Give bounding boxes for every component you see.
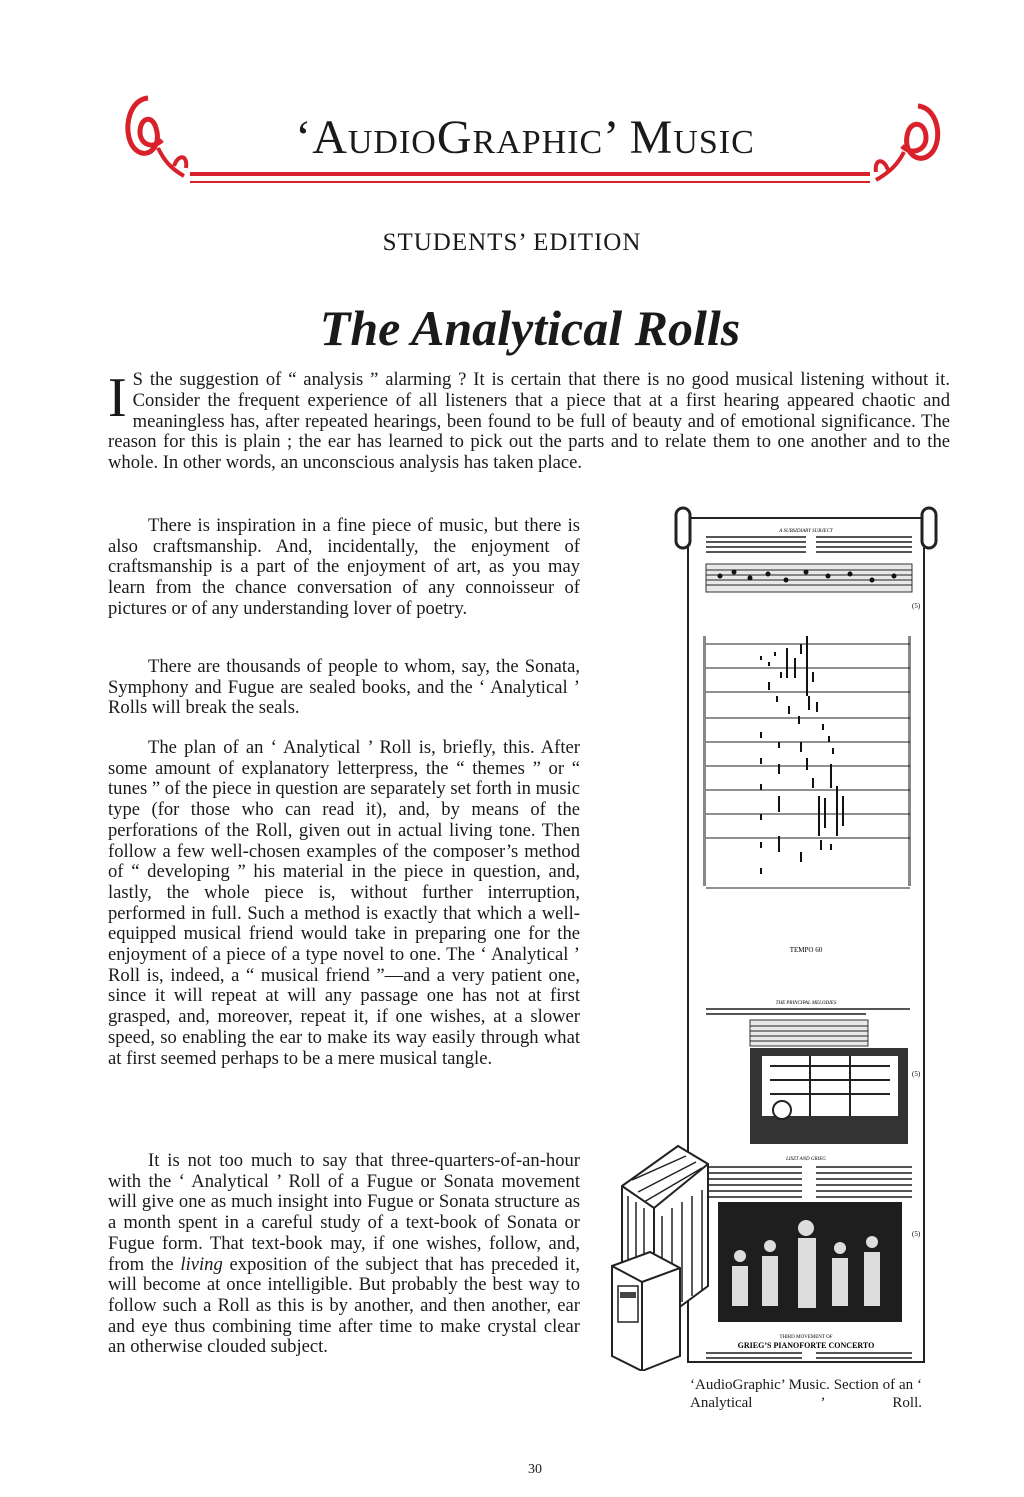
header-rule-top	[190, 172, 870, 176]
left-ornament-icon	[118, 88, 198, 188]
emphasis-living: living	[180, 1253, 223, 1275]
article-title: The Analytical Rolls	[319, 300, 741, 356]
page-number: 30	[528, 1462, 542, 1477]
roll-heading-concerto: GRIEG’S PIANOFORTE CONCERTO	[737, 1341, 875, 1350]
roll-heading-subsidiary: A SUBSIDIARY SUBJECT	[779, 529, 833, 534]
analytical-roll-illustration	[610, 496, 940, 1371]
body-paragraph-2: There are thousands of people to whom, say, the Sonata, Symphony and Fugue are sealed books, and the ‘ Analytical ’ Rolls will break the seals.	[108, 656, 580, 719]
roll-tempo-label: TEMPO 60	[789, 946, 823, 954]
page-header-title: ‘AudioGraphic’ Music	[295, 111, 755, 164]
roll-heading-movement: THIRD MOVEMENT OF	[779, 1335, 833, 1340]
body-paragraph-4	[108, 1151, 580, 1358]
edition-subtitle: STUDENTS’ EDITION	[382, 229, 642, 256]
right-ornament-icon	[866, 92, 946, 192]
roll-heading-liszt: LISZT AND GRIEG	[786, 1157, 826, 1162]
body-paragraph-3: The plan of an ‘ Analytical ’ Roll is, briefly, this. After some amount of explanatory letterpress, the “ themes ” or “ tunes ” of the piece in question are separately set forth in music type (for those who can read it), and, by means of the perforations of the Roll, given out in actual living tone. Then follow a few well-chosen examples of the composer’s method of “ developing ” his material in the piece in question, and, lastly, the whole piece is, without further interruption, performed in full. Such a method is exactly that which a well-equipped musical friend would take in preparing one for the enjoyment of a piece of a type novel to one. The ‘ Analytical ’ Roll is, indeed, a “ musical friend ”—and a very patient one, since it will repeat at will any passage one has not at first grasped, and, moreover, repeat it, if one wishes, at a slower speed, so enabling the ear to make its way easily through what at first seemed perhaps to be a mere musical tangle.	[108, 737, 580, 1069]
roll-margin-mark-1: (5)	[912, 602, 921, 610]
illustration-caption: ‘AudioGraphic’ Music. Section of an ‘ Analytical ’ Roll.	[690, 1377, 922, 1411]
paragraph-4-start: It is not too much to say that three-quarters-of-an-hour with the ‘ Analytical ’ Roll of a Fugue or Sonata movement will give one as much insight into Fugue or Sonata structure as a month spent in a careful study of a text-book of Sonata or Fugue form. That text-book may, if one wishes, follow, and, from the	[108, 1150, 580, 1275]
roll-margin-mark-3: (5)	[912, 1230, 921, 1238]
header-rule-bottom	[190, 181, 870, 183]
paragraph-4-end: exposition of the subject that has preceded it, will become at once intelligible. But probably the best way to follow such a Roll as this is by another, and then another, ear and eye thus combining time after time to make crystal clear an otherwise clouded subject.	[108, 1253, 580, 1358]
drop-cap: I	[108, 367, 127, 429]
intro-paragraph	[108, 367, 950, 474]
body-paragraph-1: There is inspiration in a fine piece of music, but there is also craftsmanship. And, incidentally, the enjoyment of craftsmanship is a part of the enjoyment of art, as you may learn from the chance conversation of any connoisseur of pictures or of any understanding lover of poetry.	[108, 515, 580, 619]
intro-text: S the suggestion of “ analysis ” alarming ? It is certain that there is no good musical listening without it. Consider the frequent experience of all listeners that a piece that at a first hearing appeared chaotic and meaningless has, after repeated hearings, been found to be full of beauty and of emotional significance. The reason for this is plain ; the ear has learned to pick out the parts and to relate them to one another and to the whole. In other words, an unconscious analysis has taken place.	[108, 369, 950, 474]
roll-heading-melodies: THE PRINCIPAL MELODIES	[775, 1001, 837, 1006]
roll-margin-mark-2: (5)	[912, 1070, 921, 1078]
